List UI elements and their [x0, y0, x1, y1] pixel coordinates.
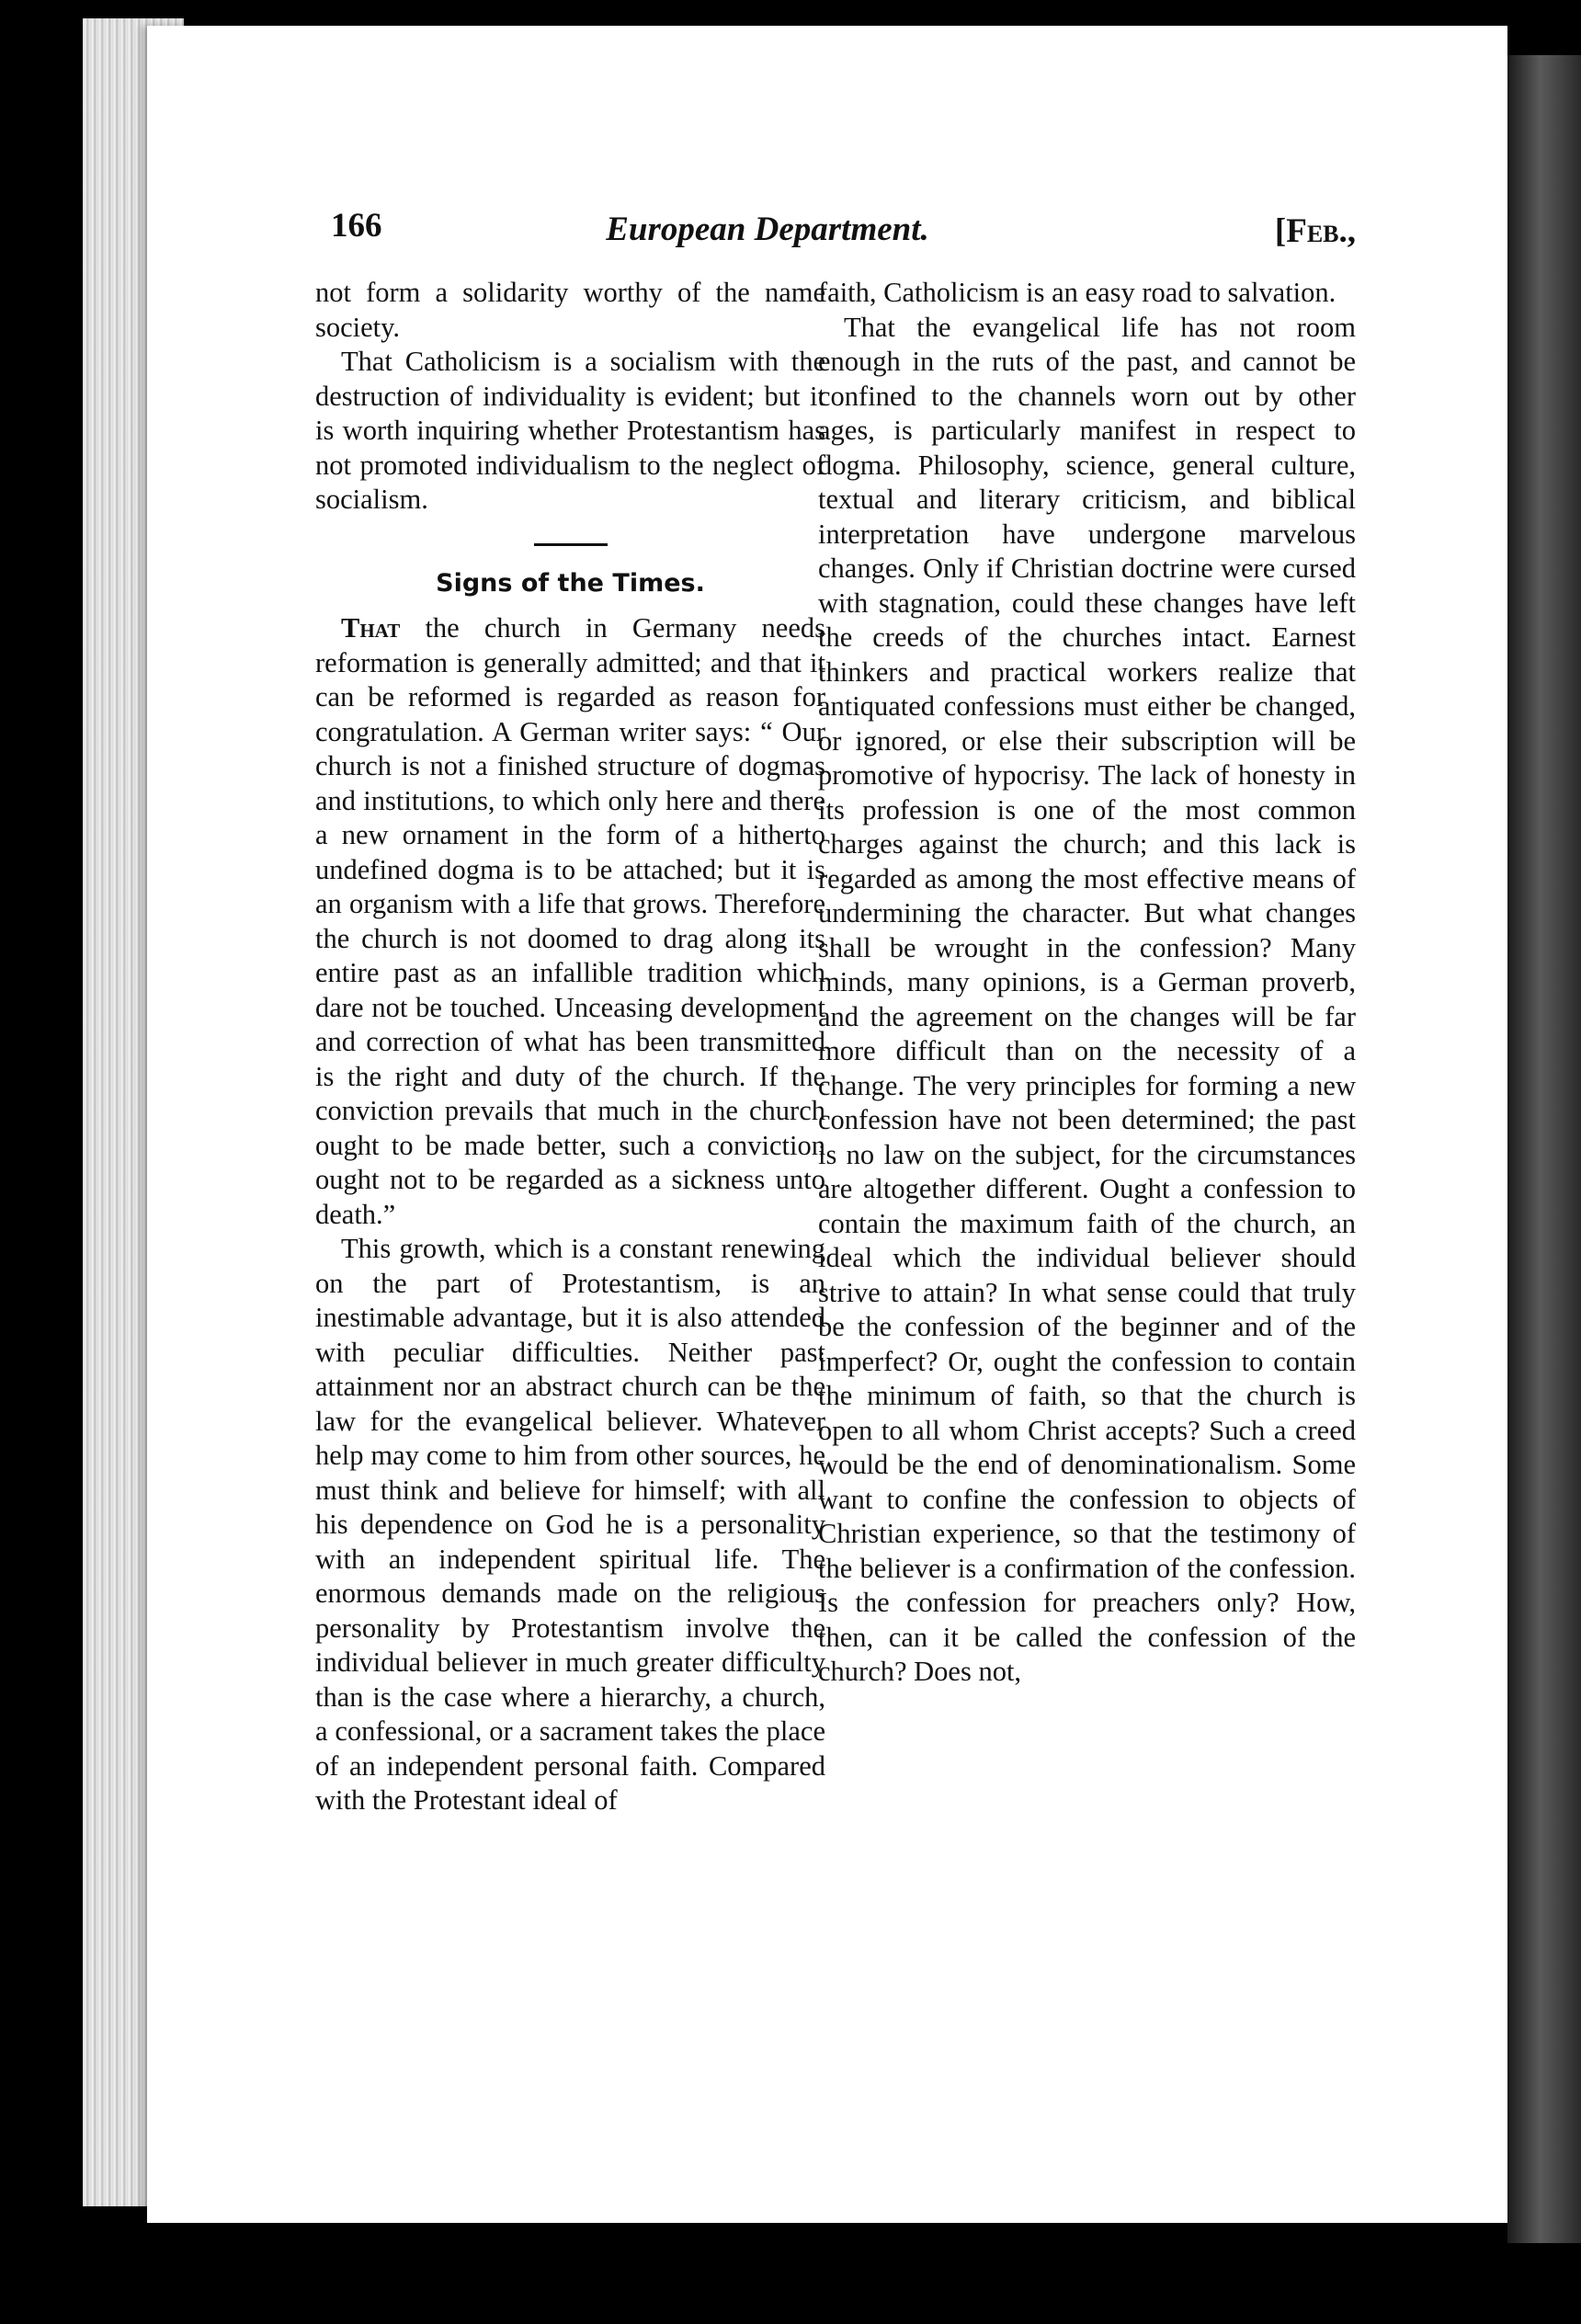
right-column	[818, 276, 1356, 1690]
section-mark: [Feb.,	[1274, 212, 1356, 250]
left-column	[315, 276, 825, 1818]
paragraph	[315, 611, 825, 1232]
paragraph: not form a solidarity worthy of the name society.	[315, 277, 825, 343]
section-divider	[534, 543, 608, 546]
paragraph: This growth, which is a constant renewing on the part of Protestantism, is an inestimable advantage, but it is also attended with peculiar difficulties. Neither past attainment nor an abstract church can be the law for the evangelical believer. Whatever help may come to him from other sources, he must think and believe for himself; with all his dependence on God he is a personality with an independent spiritual life. The enormous demands made on the religious personality by Protestantism involve the individual believer in much greater difficulty than is the case where a hierarchy, a church, a confessional, or a sacrament takes the place of an independent personal faith. Compared with the Protestant ideal of	[315, 1233, 825, 1816]
section-heading: Signs of the Times.	[436, 568, 705, 598]
running-head: European Department.	[606, 211, 929, 248]
page-number: 166	[331, 207, 382, 245]
paragraph: That the evangelical life has not room enough in the ruts of the past, and cannot be confined to the channels worn out by other ages, is particularly manifest in respect to dogma. Philosophy, science, general culture, textual and literary criticism, and biblical interpretation have undergone marvelous changes. Only if Christian doctrine were cursed with stagnation, could these changes have left the creeds of the churches intact. Earnest thinkers and practical workers realize that antiquated confessions must either be changed, or ignored, or else their subscription will be promotive of hypocrisy. The lack of honesty in its profession is one of the most common charges against the church; and this lack is regarded as among the most effective means of undermining the character. But what changes shall be wrought in the confession? Many minds, many opinions, is a German proverb, and the agreement on the changes will be far more difficult than on the necessity of a change. The very principles for forming a new confession have not been determined; the past is no law on the subject, for the circumstances are altogether different. Ought a confession to contain the maximum faith of the church, an ideal which the individual believer should strive to attain? In what sense could that truly be the confession of the beginner and of the imperfect? Or, ought the confession to contain the minimum of faith, so that the church is open to all whom Christ accepts? Such a creed would be the end of denominationalism. Some want to confine the confession to objects of Christian experience, so that the testimony of the believer is a confirmation of the confession. Is the confession for preachers only? How, then, can it be called the confession of the church? Does not,	[818, 311, 1356, 1687]
page-header	[179, 193, 1356, 257]
paragraph: faith, Catholicism is an easy road to salvation.	[818, 277, 1336, 308]
lead-word: That	[341, 612, 401, 644]
paragraph: That Catholicism is a socialism with the destruction of individuality is evident; but it is worth inquiring whether Protestantism has not promoted individualism to the neglect of socialism.	[315, 346, 825, 515]
facing-page-edge	[1507, 55, 1581, 2243]
paragraph-text: the church in Germany needs reformation is generally admitted; and that it can be reformed is regarded as reason for congratulation. A German writer says: “ Our church is not a finished structure of dogmas and institutions, to which only here and there a new ornament in the form of a hitherto undefined dogma is to be attached; but it is an organism with a life that grows. Therefore the church is not doomed to drag along its entire past as an infallible tradition which dare not be touched. Unceasing development and correction of what has been transmitted is the right and duty of the church. If the conviction prevails that much in the church ought to be made better, such a conviction ought not to be regarded as a sickness unto death.”	[315, 612, 825, 1230]
